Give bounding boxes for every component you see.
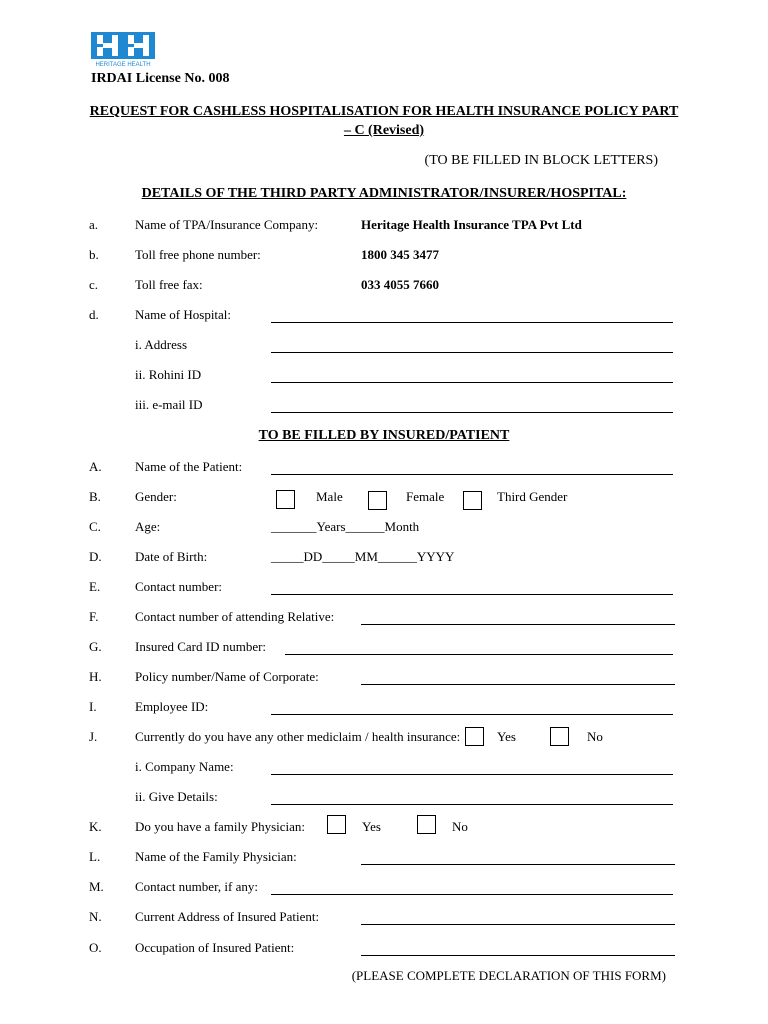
gender-female-checkbox[interactable] [368, 491, 387, 510]
tpa-name-value: Heritage Health Insurance TPA Pvt Ltd [361, 217, 582, 232]
other-insurance-yes-label: Yes [497, 729, 516, 744]
hospital-email-field[interactable] [271, 412, 673, 413]
row-label: Currently do you have any other mediclaim / health insurance: [135, 729, 461, 744]
row-patient-name [0, 459, 768, 479]
row-marker: G. [89, 639, 102, 654]
age-field[interactable]: _______Years______Month [271, 519, 420, 534]
row-policy-number [0, 669, 768, 689]
row-label: Name of the Patient: [135, 459, 243, 474]
row-label: Name of TPA/Insurance Company: [135, 217, 319, 232]
row-toll-free-fax [0, 277, 768, 297]
row-marker: a. [89, 217, 99, 232]
toll-free-fax-value: 033 4055 7660 [361, 277, 439, 292]
row-marker: C. [89, 519, 101, 534]
row-marker: B. [89, 489, 101, 504]
row-label: Occupation of Insured Patient: [135, 940, 295, 955]
row-label: Name of Hospital: [135, 307, 232, 322]
row-label: Contact number, if any: [135, 879, 258, 894]
hospital-name-field[interactable] [271, 322, 673, 323]
family-physician-no-label: No [452, 819, 468, 834]
hospital-address-field[interactable] [271, 352, 673, 353]
company-name-field[interactable] [271, 774, 673, 775]
declaration-note: (PLEASE COMPLETE DECLARATION OF THIS FORM) [351, 968, 666, 983]
policy-number-field[interactable] [361, 684, 675, 685]
row-hospital-email [0, 397, 768, 417]
row-marker: N. [89, 909, 102, 924]
row-employee-id [0, 699, 768, 719]
row-marker: M. [89, 879, 104, 894]
row-relative-contact [0, 609, 768, 629]
row-give-details [0, 789, 768, 809]
row-label: Age: [135, 519, 161, 534]
svg-text:HERITAGE HEALTH: HERITAGE HEALTH [95, 62, 151, 68]
row-physician-contact [0, 879, 768, 899]
section-heading-patient: TO BE FILLED BY INSURED/PATIENT [258, 428, 510, 443]
block-letters-note: (TO BE FILLED IN BLOCK LETTERS) [424, 153, 658, 168]
row-label: Current Address of Insured Patient: [135, 909, 320, 924]
gender-third-label: Third Gender [497, 489, 568, 504]
row-rohini-id [0, 367, 768, 387]
family-physician-no-checkbox[interactable] [417, 815, 436, 834]
patient-name-field[interactable] [271, 474, 673, 475]
row-label: Policy number/Name of Corporate: [135, 669, 319, 684]
other-insurance-no-checkbox[interactable] [550, 727, 569, 746]
other-insurance-yes-checkbox[interactable] [465, 727, 484, 746]
row-label: ii. Rohini ID [135, 367, 202, 382]
row-label: Gender: [135, 489, 177, 504]
row-gender [0, 489, 768, 509]
row-family-physician [0, 819, 768, 839]
other-insurance-no-label: No [587, 729, 603, 744]
row-marker: D. [89, 549, 102, 564]
row-toll-free-phone [0, 247, 768, 267]
row-label: i. Company Name: [135, 759, 234, 774]
form-title-line2: – C (Revised) [343, 123, 425, 138]
row-marker: c. [89, 277, 99, 292]
row-marker: H. [89, 669, 102, 684]
row-marker: L. [89, 849, 101, 864]
row-marker: b. [89, 247, 99, 262]
patient-address-field[interactable] [361, 924, 675, 925]
give-details-field[interactable] [271, 804, 673, 805]
row-label: i. Address [135, 337, 187, 352]
row-marker: I. [89, 699, 97, 714]
toll-free-phone-value: 1800 345 3477 [361, 247, 439, 262]
row-label: Name of the Family Physician: [135, 849, 297, 864]
section-heading-tpa: DETAILS OF THE THIRD PARTY ADMINISTRATOR/INSURER/HOSPITAL: [141, 186, 627, 201]
form-title [84, 102, 684, 140]
row-label: Contact number: [135, 579, 223, 594]
gender-male-checkbox[interactable] [276, 490, 295, 509]
gender-female-label: Female [406, 489, 445, 504]
row-hospital-name [0, 307, 768, 327]
row-patient-occupation [0, 940, 768, 960]
row-tpa-name [0, 217, 768, 237]
row-other-insurance [0, 729, 768, 749]
row-marker: O. [89, 940, 102, 955]
relative-contact-field[interactable] [361, 624, 675, 625]
row-age [0, 519, 768, 539]
heritage-health-logo [91, 32, 155, 68]
row-physician-name [0, 849, 768, 869]
family-physician-yes-checkbox[interactable] [327, 815, 346, 834]
family-physician-yes-label: Yes [362, 819, 381, 834]
physician-name-field[interactable] [361, 864, 675, 865]
row-company-name [0, 759, 768, 779]
physician-contact-field[interactable] [271, 894, 673, 895]
row-label: iii. e-mail ID [135, 397, 203, 412]
row-label: Employee ID: [135, 699, 209, 714]
row-marker: A. [89, 459, 102, 474]
row-label: Date of Birth: [135, 549, 208, 564]
form-title-line1: REQUEST FOR CASHLESS HOSPITALISATION FOR HEALTH INSURANCE POLICY PART [89, 104, 679, 119]
employee-id-field[interactable] [271, 714, 673, 715]
row-marker: d. [89, 307, 99, 322]
patient-occupation-field[interactable] [361, 955, 675, 956]
row-insured-card-id [0, 639, 768, 659]
contact-number-field[interactable] [271, 594, 673, 595]
row-label: Insured Card ID number: [135, 639, 267, 654]
row-marker: K. [89, 819, 102, 834]
insured-card-id-field[interactable] [285, 654, 673, 655]
row-marker: J. [89, 729, 98, 744]
row-marker: E. [89, 579, 101, 594]
row-label: Toll free phone number: [135, 247, 261, 262]
dob-field[interactable]: _____DD_____MM______YYYY [271, 549, 455, 564]
row-marker: F. [89, 609, 99, 624]
row-label: Do you have a family Physician: [135, 819, 306, 834]
row-patient-address [0, 909, 768, 929]
irdai-license: IRDAI License No. 008 [91, 71, 230, 86]
row-hospital-address [0, 337, 768, 357]
gender-male-label: Male [316, 489, 343, 504]
row-label: ii. Give Details: [135, 789, 218, 804]
row-label: Toll free fax: [135, 277, 203, 292]
row-label: Contact number of attending Relative: [135, 609, 335, 624]
row-dob [0, 549, 768, 569]
rohini-id-field[interactable] [271, 382, 673, 383]
gender-third-checkbox[interactable] [463, 491, 482, 510]
row-contact-number [0, 579, 768, 599]
